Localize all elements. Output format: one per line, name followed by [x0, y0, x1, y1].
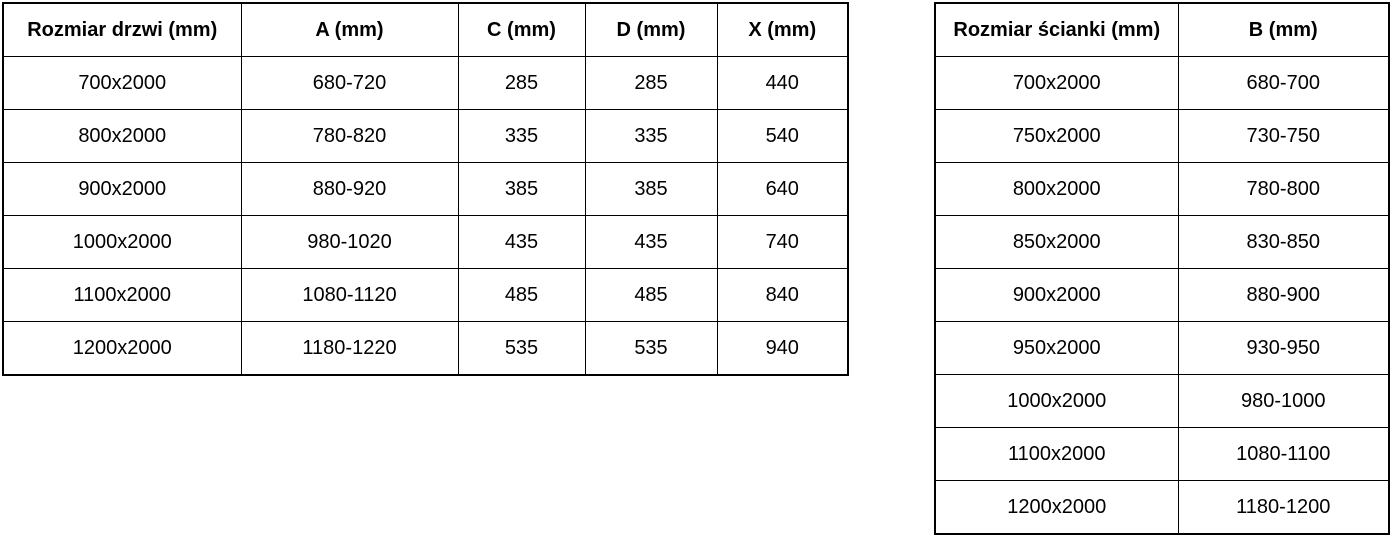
table-cell: 540: [717, 110, 848, 163]
table-cell: 285: [458, 57, 585, 110]
table-row: [3, 269, 848, 322]
table-cell: 285: [585, 57, 717, 110]
table-row: [3, 322, 848, 376]
table-cell: 335: [458, 110, 585, 163]
table-cell: 740: [717, 216, 848, 269]
table-cell: 780-820: [241, 110, 458, 163]
table-cell: 680-720: [241, 57, 458, 110]
header-row: [935, 3, 1389, 57]
table-cell: 930-950: [1178, 322, 1389, 375]
table-cell: 485: [585, 269, 717, 322]
table-row: [935, 216, 1389, 269]
table-cell: 900x2000: [935, 269, 1178, 322]
table-cell: 700x2000: [3, 57, 241, 110]
table-cell: 1100x2000: [935, 428, 1178, 481]
table-cell: 1100x2000: [3, 269, 241, 322]
table-cell: 485: [458, 269, 585, 322]
header-row: [3, 3, 848, 57]
table-cell: 1200x2000: [3, 322, 241, 376]
table-cell: 900x2000: [3, 163, 241, 216]
table-cell: 880-920: [241, 163, 458, 216]
table-cell: 830-850: [1178, 216, 1389, 269]
column-header: C (mm): [458, 3, 585, 57]
table-row: [935, 428, 1389, 481]
wall-panel-sizes-table: [934, 2, 1390, 535]
table-cell: 800x2000: [3, 110, 241, 163]
table-cell: 850x2000: [935, 216, 1178, 269]
table-cell: 640: [717, 163, 848, 216]
table-cell: 1080-1100: [1178, 428, 1389, 481]
table-cell: 700x2000: [935, 57, 1178, 110]
table-row: [935, 110, 1389, 163]
table-cell: 1180-1200: [1178, 481, 1389, 535]
table-cell: 1200x2000: [935, 481, 1178, 535]
table-cell: 535: [458, 322, 585, 376]
table-cell: 335: [585, 110, 717, 163]
column-header: Rozmiar drzwi (mm): [3, 3, 241, 57]
table-cell: 435: [458, 216, 585, 269]
table-row: [3, 216, 848, 269]
table-cell: 680-700: [1178, 57, 1389, 110]
table-row: [935, 163, 1389, 216]
table-row: [3, 163, 848, 216]
table-cell: 950x2000: [935, 322, 1178, 375]
table-cell: 980-1020: [241, 216, 458, 269]
table-cell: 535: [585, 322, 717, 376]
table-cell: 1180-1220: [241, 322, 458, 376]
table-cell: 750x2000: [935, 110, 1178, 163]
table-row: [935, 322, 1389, 375]
table-cell: 435: [585, 216, 717, 269]
table-row: [935, 481, 1389, 535]
table-cell: 840: [717, 269, 848, 322]
table-cell: 730-750: [1178, 110, 1389, 163]
table-cell: 385: [585, 163, 717, 216]
table-row: [935, 57, 1389, 110]
column-header: X (mm): [717, 3, 848, 57]
column-header: A (mm): [241, 3, 458, 57]
table-cell: 1080-1120: [241, 269, 458, 322]
door-sizes-table: [2, 2, 849, 376]
table-cell: 780-800: [1178, 163, 1389, 216]
column-header: B (mm): [1178, 3, 1389, 57]
table-cell: 980-1000: [1178, 375, 1389, 428]
table-cell: 385: [458, 163, 585, 216]
table-cell: 1000x2000: [3, 216, 241, 269]
table-cell: 880-900: [1178, 269, 1389, 322]
table-cell: 440: [717, 57, 848, 110]
table-row: [3, 110, 848, 163]
table-cell: 940: [717, 322, 848, 376]
table-row: [3, 57, 848, 110]
column-header: D (mm): [585, 3, 717, 57]
table-cell: 800x2000: [935, 163, 1178, 216]
table-cell: 1000x2000: [935, 375, 1178, 428]
column-header: Rozmiar ścianki (mm): [935, 3, 1178, 57]
table-row: [935, 269, 1389, 322]
table-row: [935, 375, 1389, 428]
